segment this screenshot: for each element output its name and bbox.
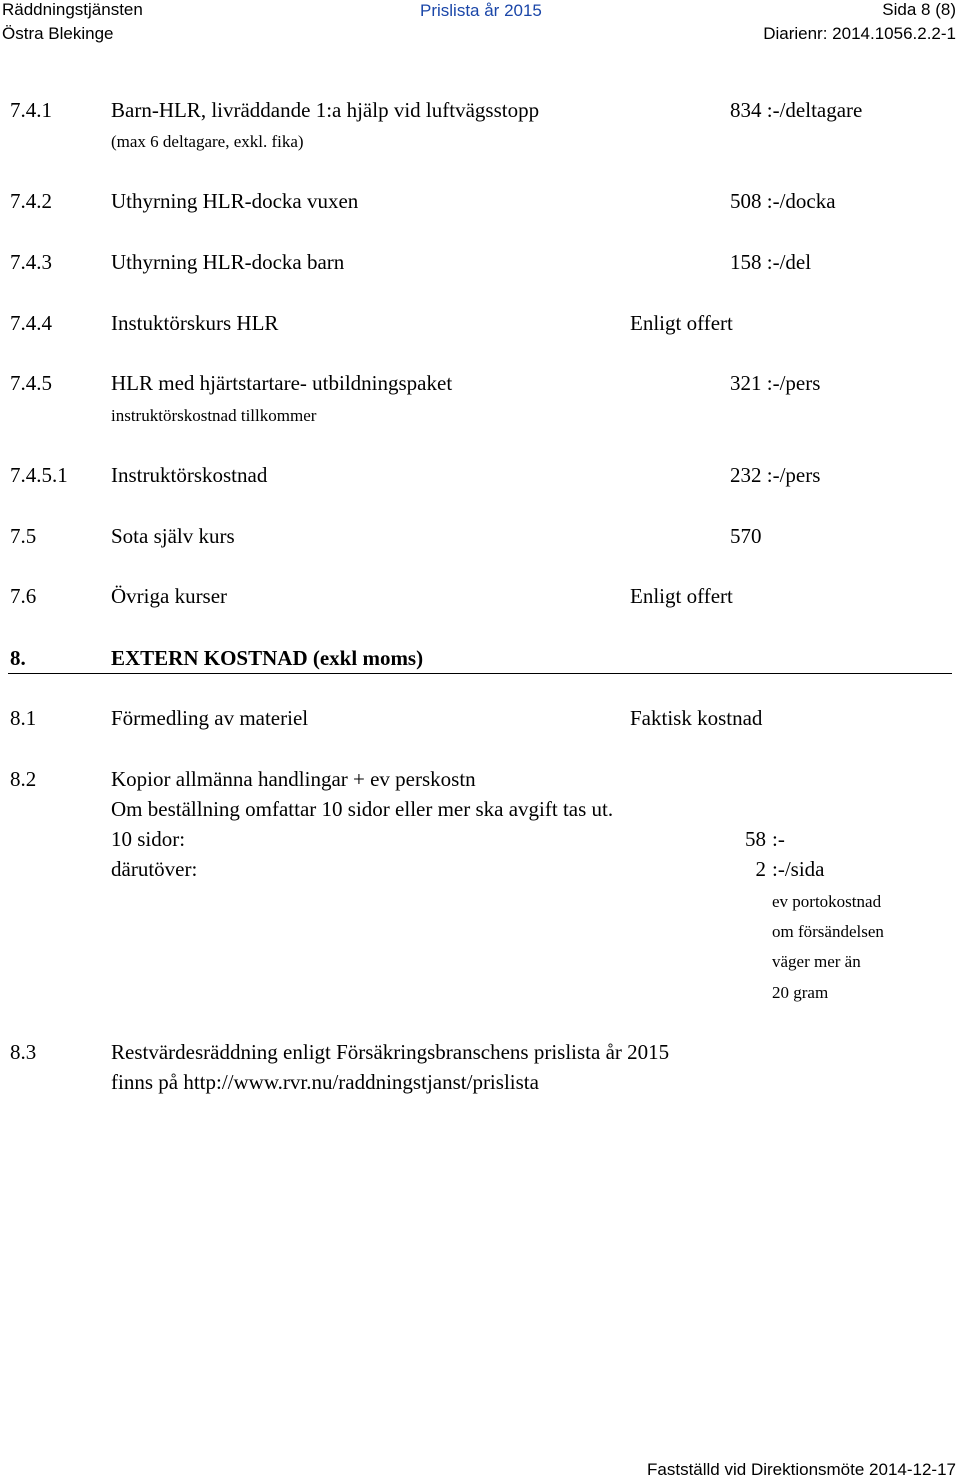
row-price: 570 — [730, 524, 762, 548]
fee-amount: 2 — [755, 857, 766, 881]
postage-note: väger mer än — [772, 952, 861, 971]
row-description: Sota själv kurs — [111, 524, 235, 548]
row-number: 8.2 — [10, 767, 37, 791]
postage-note: om försändelsen — [772, 922, 884, 941]
row-price: Enligt offert — [630, 311, 733, 335]
row-description: Uthyrning HLR-docka vuxen — [111, 189, 359, 213]
row-number: 7.6 — [10, 584, 37, 608]
row-description: Kopior allmänna handlingar + ev perskostn — [111, 767, 476, 791]
row-description: Övriga kurser — [111, 584, 228, 608]
row-description: Barn-HLR, livräddande 1:a hjälp vid luftvägsstopp — [111, 98, 540, 122]
fee-unit: :-/sida — [772, 857, 825, 881]
row-condition: Om beställning omfattar 10 sidor eller mer ska avgift tas ut. — [111, 797, 614, 821]
row-price: 232 :-/pers — [730, 463, 821, 487]
row-number: 7.4.3 — [10, 250, 52, 274]
postage-note: ev portokostnad — [772, 892, 882, 911]
row-price: 158 :-/del — [730, 250, 812, 274]
section-number: 8. — [10, 646, 26, 670]
section-title: EXTERN KOSTNAD (exkl moms) — [111, 646, 424, 670]
fee-label: därutöver: — [111, 857, 198, 881]
row-description: Restvärdesräddning enligt Försäkringsbranschens prislista år 2015 — [111, 1040, 670, 1064]
row-price: 508 :-/docka — [730, 189, 836, 213]
row-description: Instuktörskurs HLR — [111, 311, 279, 335]
diary-number: Diarienr: 2014.1056.2.2-1 — [763, 24, 956, 43]
row-link-text: finns på http://www.rvr.nu/raddningstjanst/prislista — [111, 1070, 539, 1094]
row-description: Uthyrning HLR-docka barn — [111, 250, 345, 274]
row-price: Faktisk kostnad — [630, 706, 763, 730]
row-price: 321 :-/pers — [730, 371, 821, 395]
row-description: Instruktörskostnad — [111, 463, 268, 487]
row-note: (max 6 deltagare, exkl. fika) — [111, 132, 304, 151]
row-number: 7.4.1 — [10, 98, 52, 122]
row-number: 7.4.2 — [10, 189, 52, 213]
row-number: 7.4.5.1 — [10, 463, 68, 487]
fee-amount: 58 — [745, 827, 766, 851]
page-number: Sida 8 (8) — [882, 0, 956, 19]
postage-note: 20 gram — [772, 983, 829, 1002]
row-price: Enligt offert — [630, 584, 733, 608]
document-title: Prislista år 2015 — [420, 1, 542, 20]
footer-approval: Fastställd vid Direktionsmöte 2014-12-17 — [647, 1460, 956, 1479]
row-number: 7.4.4 — [10, 311, 52, 335]
row-note: instruktörskostnad tillkommer — [111, 406, 317, 425]
fee-label: 10 sidor: — [111, 827, 186, 851]
row-description: Förmedling av materiel — [111, 706, 309, 730]
row-number: 7.4.5 — [10, 371, 52, 395]
org-subname: Östra Blekinge — [2, 24, 114, 43]
org-name: Räddningstjänsten — [2, 0, 143, 19]
row-price: 834 :-/deltagare — [730, 98, 863, 122]
row-number: 8.3 — [10, 1040, 37, 1064]
row-number: 7.5 — [10, 524, 37, 548]
row-description: HLR med hjärtstartare- utbildningspaket — [111, 371, 453, 395]
row-number: 8.1 — [10, 706, 37, 730]
section-divider — [8, 673, 952, 674]
fee-unit: :- — [772, 827, 785, 851]
